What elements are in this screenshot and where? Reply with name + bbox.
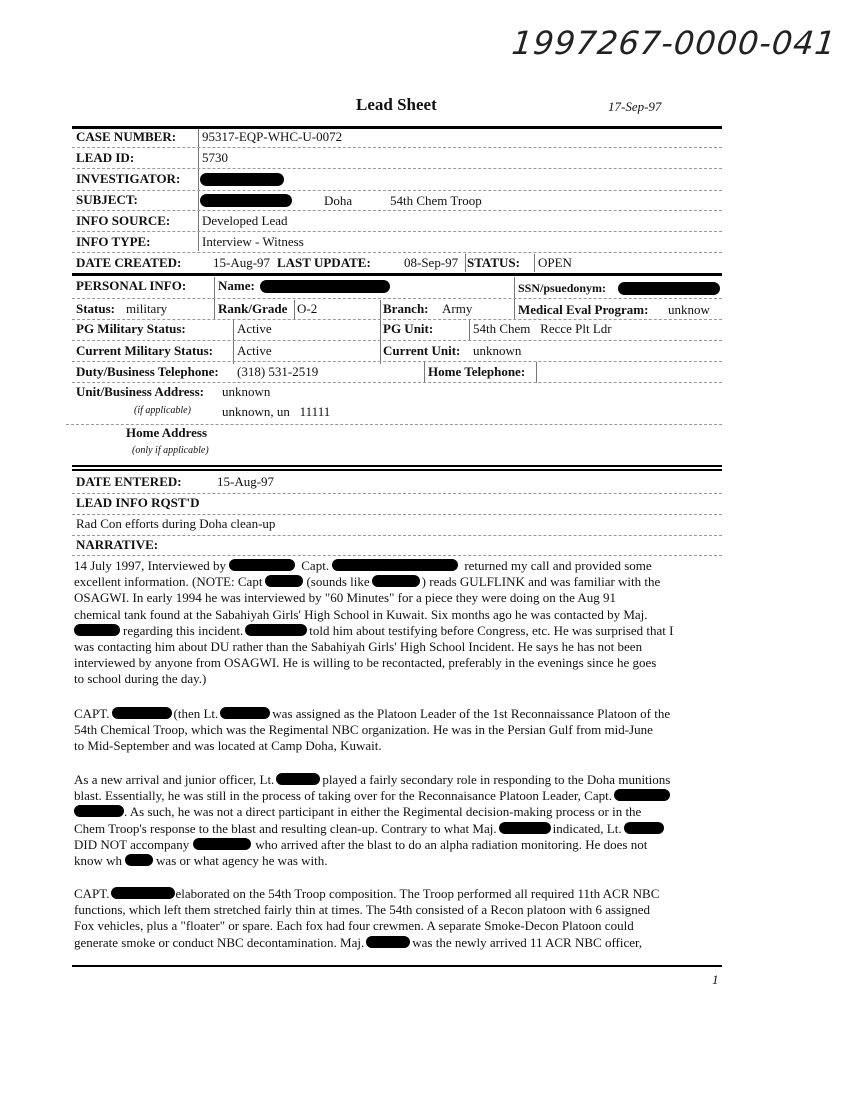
subject-label: SUBJECT:: [76, 192, 138, 207]
narrative-text: CAPT.: [74, 706, 110, 721]
narrative-text: to school during the day.): [74, 671, 207, 687]
row-divider: [72, 361, 722, 363]
redaction-mark: [624, 822, 664, 834]
section-rule: [72, 465, 722, 467]
medical-eval-label: Medical Eval Program:: [518, 302, 649, 317]
narrative-text: regarding this incident.: [123, 622, 244, 638]
redaction-mark: [372, 575, 420, 587]
current-unit-value: unknown: [473, 343, 522, 358]
cell-divider: [469, 320, 470, 340]
row-divider: [72, 231, 722, 233]
redaction-mark: [265, 575, 303, 587]
narrative-paragraph-2: [74, 706, 724, 755]
redaction-mark: [366, 936, 410, 948]
rank-label: Rank/Grade: [218, 301, 288, 316]
info-type-value: Interview - Witness: [202, 234, 304, 249]
cell-divider: [534, 254, 535, 272]
date-created-value: 15-Aug-97: [213, 255, 271, 270]
row-divider: [72, 252, 722, 254]
case-number-label: CASE NUMBER:: [76, 129, 177, 144]
narrative-text: . As such, he was not a direct participant in either the Regimental decision-making process or in the: [124, 804, 642, 820]
narrative-text: know wh: [74, 853, 123, 869]
narrative-text: As a new arrival and junior officer, Lt.: [74, 772, 275, 787]
date-entered-value: 15-Aug-97: [217, 474, 275, 489]
narrative-text: functions, which left them stretched fairly thin at times. The 54th consisted of a Recon platoon with 6 assigned: [74, 902, 650, 918]
handwritten-document-id: 1997267-0000-041: [510, 24, 839, 62]
narrative-text: excellent information. (NOTE: Capt: [74, 574, 263, 590]
redaction-mark: [200, 194, 292, 207]
narrative-text: ) reads GULFLINK and was familiar with the: [421, 574, 661, 590]
narrative-text: was the newly arrived 11 ACR NBC officer,: [412, 934, 643, 950]
narrative-text: was assigned as the Platoon Leader of the 1st Reconnaissance Platoon of the: [272, 706, 671, 721]
redaction-mark: [260, 280, 390, 293]
status-military-value: military: [126, 301, 168, 316]
row-divider: [72, 535, 722, 537]
cell-divider: [424, 362, 425, 383]
row-divider: [72, 555, 722, 557]
redaction-mark: [245, 624, 307, 636]
lead-info-rqst-label: LEAD INFO RQST'D: [76, 495, 200, 510]
info-type-label: INFO TYPE:: [76, 234, 151, 249]
date-entered-label: DATE ENTERED:: [76, 474, 182, 489]
info-source-label: INFO SOURCE:: [76, 213, 171, 228]
rank-value: O-2: [297, 301, 318, 316]
current-military-status-label: Current Military Status:: [76, 343, 213, 358]
row-divider: [72, 168, 722, 170]
cell-divider: [233, 320, 234, 364]
if-applicable-note: (if applicable): [134, 405, 191, 416]
name-label: Name:: [218, 278, 255, 293]
lead-id-value: 5730: [202, 150, 228, 165]
narrative-text: to Mid-September and was located at Camp Doha, Kuwait.: [74, 738, 382, 754]
subject-unit: 54th Chem Troop: [390, 193, 482, 208]
narrative-paragraph-3: [74, 772, 724, 869]
narrative-text: (sounds like: [306, 574, 370, 590]
narrative-paragraph-1: [74, 558, 724, 688]
narrative-text: told him about testifying before Congress, etc. He was surprised that I: [309, 622, 674, 638]
narrative-text: Fox vehicles, plus a "floater" or spare. Each fox had four crewmen. A separate Smoke-Decon Platoon could: [74, 918, 634, 934]
narrative-text: Chem Troop's response to the blast and resulting clean-up. Contrary to what Maj.: [74, 820, 497, 836]
section-rule: [72, 273, 722, 276]
status-value: OPEN: [538, 255, 572, 270]
narrative-text: 14 July 1997, Interviewed by: [74, 558, 227, 573]
narrative-text: elaborated on the 54th Troop composition. The Troop performed all required 11th ACR NBC: [175, 886, 660, 901]
narrative-text: OSAGWI. In early 1994 he was interviewed by "60 Minutes" for a piece they were doing on the Aug 91: [74, 590, 617, 606]
current-unit-label: Current Unit:: [383, 343, 461, 358]
lead-info-rqst-value: Rad Con efforts during Doha clean-up: [76, 516, 276, 531]
cell-divider: [465, 254, 466, 272]
pg-military-status-label: PG Military Status:: [76, 321, 186, 336]
redaction-mark: [614, 789, 670, 801]
redaction-mark: [74, 805, 124, 817]
narrative-text: was or what agency he was with.: [156, 853, 328, 869]
page-number: 1: [712, 972, 719, 987]
row-divider: [72, 210, 722, 212]
bottom-rule: [72, 965, 722, 967]
lead-id-label: LEAD ID:: [76, 150, 135, 165]
redaction-mark: [200, 173, 284, 186]
case-number-value: 95317-EQP-WHC-U-0072: [202, 129, 343, 144]
redaction-mark: [112, 707, 172, 719]
row-divider: [72, 298, 722, 300]
date-created-label: DATE CREATED:: [76, 255, 182, 270]
redaction-mark: [276, 773, 320, 785]
narrative-text: chemical tank found at the Sabahiyah Girls' High School in Kuwait. Six months ago he was contacted by Maj.: [74, 606, 648, 622]
last-update-label: LAST UPDATE:: [277, 255, 371, 270]
redaction-mark: [74, 624, 120, 636]
redaction-mark: [499, 822, 551, 834]
section-rule: [72, 469, 722, 471]
redaction-mark: [332, 559, 458, 571]
row-divider: [72, 147, 722, 149]
narrative-text: Capt.: [301, 558, 330, 573]
narrative-text: (then Lt.: [173, 706, 219, 721]
narrative-text: blast. Essentially, he was still in the process of taking over for the Reconnaisance Platoon Leader, Capt.: [74, 788, 612, 804]
row-divider: [72, 340, 722, 342]
status-military-label: Status:: [76, 301, 116, 316]
narrative-text: indicated, Lt.: [552, 820, 622, 836]
subject-location: Doha: [324, 193, 353, 208]
narrative-text: was contacting him about DU rather than the Sabahiyah Girls' High School Incident. He says he has not been: [74, 639, 643, 655]
investigator-label: INVESTIGATOR:: [76, 171, 181, 186]
narrative-text: 54th Chemical Troop, which was the Regimental NBC organization. He was in the Persian Gulf from mid-June: [74, 722, 653, 738]
home-phone-label: Home Telephone:: [428, 364, 526, 379]
personal-info-label: PERSONAL INFO:: [76, 278, 187, 293]
narrative-text: interviewed by anyone from OSAGWI. He is willing to be recontacted, preferably in the evenings since he goes: [74, 655, 657, 671]
redaction-mark: [618, 282, 720, 295]
row-divider: [72, 190, 722, 192]
pg-unit-label: PG Unit:: [383, 321, 434, 336]
duty-phone-label: Duty/Business Telephone:: [76, 364, 219, 379]
branch-value: Army: [442, 301, 473, 316]
branch-label: Branch:: [383, 301, 429, 316]
status-label: STATUS:: [467, 255, 520, 270]
pg-unit-value: 54th Chem Recce Plt Ldr: [473, 321, 612, 336]
narrative-paragraph-4: [74, 886, 724, 951]
narrative-text: CAPT.: [74, 886, 110, 901]
only-if-applicable-note: (only if applicable): [132, 445, 209, 456]
medical-eval-value: unknow: [668, 302, 710, 317]
last-update-value: 08-Sep-97: [404, 255, 459, 270]
unit-address-line2: unknown, un 11111: [222, 404, 331, 419]
narrative-label: NARRATIVE:: [76, 537, 159, 552]
narrative-text: generate smoke or conduct NBC decontamination. Maj.: [74, 934, 365, 950]
redaction-mark: [111, 887, 175, 899]
narrative-text: played a fairly secondary role in responding to the Doha munitions: [322, 772, 671, 787]
cell-divider: [294, 300, 295, 319]
narrative-text: returned my call and provided some: [464, 558, 652, 573]
narrative-text: who arrived after the blast to do an alpha radiation monitoring. He does not: [255, 836, 648, 852]
ssn-label: SSN/psuedonym:: [518, 281, 607, 295]
redaction-mark: [220, 707, 270, 719]
redaction-mark: [229, 559, 295, 571]
redaction-mark: [125, 854, 153, 866]
redaction-mark: [193, 838, 251, 850]
unit-address-label: Unit/Business Address:: [76, 384, 204, 399]
current-military-status-value: Active: [237, 343, 272, 358]
print-date: 17-Sep-97: [608, 99, 662, 114]
duty-phone-value: (318) 531-2519: [237, 364, 319, 379]
pg-military-status-value: Active: [237, 321, 272, 336]
cell-divider: [536, 362, 537, 383]
cell-divider: [380, 300, 381, 364]
unit-address-value: unknown: [222, 384, 271, 399]
home-address-label: Home Address: [126, 425, 208, 440]
info-source-value: Developed Lead: [202, 213, 288, 228]
narrative-text: DID NOT accompany: [74, 836, 190, 852]
page-title: Lead Sheet: [356, 95, 437, 114]
